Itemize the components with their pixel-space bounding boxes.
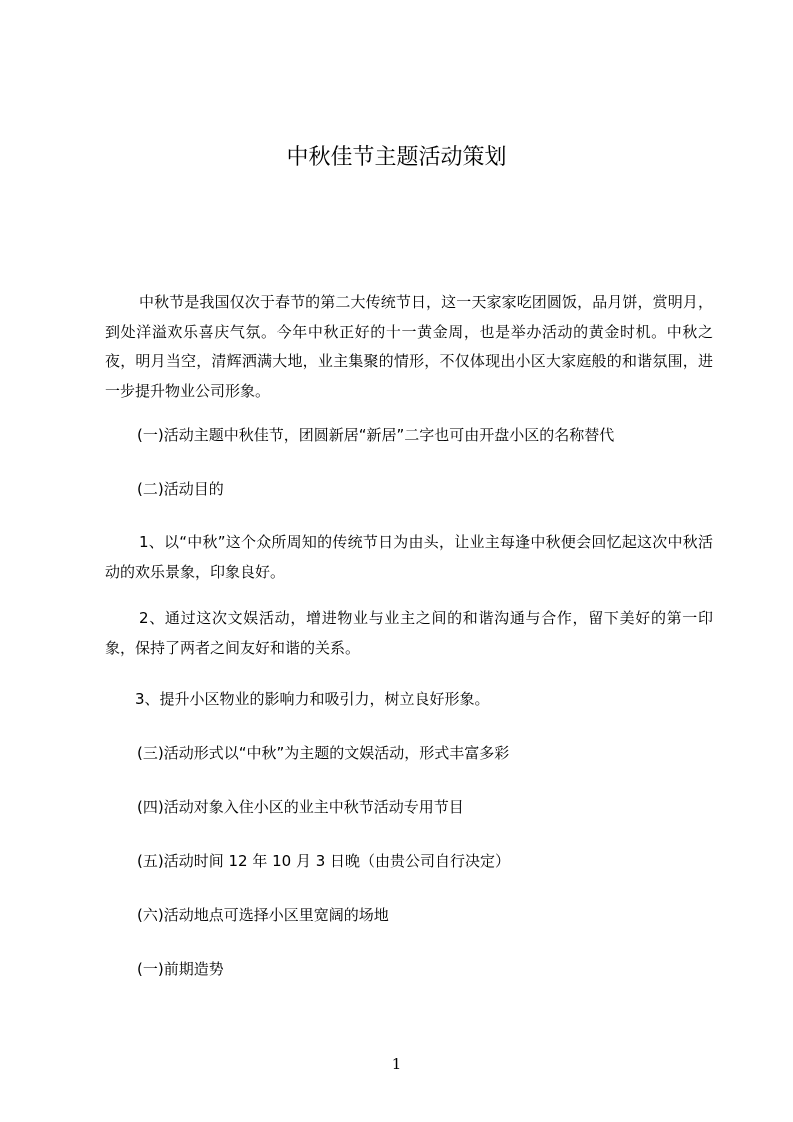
activity-audience-line: (四)活动对象入住小区的业主中秋节活动专用节目 <box>137 798 464 816</box>
document-title: 中秋佳节主题活动策划 <box>286 145 507 170</box>
purpose-item-2: 2、通过这次文娱活动，增进物业与业主之间的和谐沟通与合作，留下美好的第一印象，保持了两者之间友好和谐的关系。 <box>105 609 713 657</box>
activity-theme-line: (一)活动主题中秋佳节，团圆新居“新居”二字也可由开盘小区的名称替代 <box>137 426 615 444</box>
purpose-item-1: 1、以“中秋”这个众所周知的传统节日为由头，让业主每逢中秋便会回忆起这次中秋活动的欢乐景象，印象良好。 <box>105 533 713 581</box>
purpose-heading: (二)活动目的 <box>137 480 224 498</box>
intro-paragraph: 中秋节是我国仅次于春节的第二大传统节日，这一天家家吃团圆饭，品月饼，赏明月，到处洋溢欢乐喜庆气氛。今年中秋正好的十一黄金周，也是举办活动的黄金时机。中秋之夜，明月当空，清辉洒满大地，业主集聚的情形，不仅体现出小区大家庭般的和谐氛围，进一步提升物业公司形象。 <box>105 293 713 400</box>
activity-time-line: (五)活动时间 12 年 10 月 3 日晚（由贵公司自行决定） <box>137 852 511 870</box>
purpose-item-3: 3、提升小区物业的影响力和吸引力，树立良好形象。 <box>135 690 490 708</box>
activity-location-line: (六)活动地点可选择小区里宽阔的场地 <box>137 906 389 924</box>
pre-promotion-heading: (一)前期造势 <box>137 960 224 978</box>
page-number: 1 <box>391 1055 402 1073</box>
activity-form-line: (三)活动形式以“中秋”为主题的文娱活动，形式丰富多彩 <box>137 744 510 762</box>
